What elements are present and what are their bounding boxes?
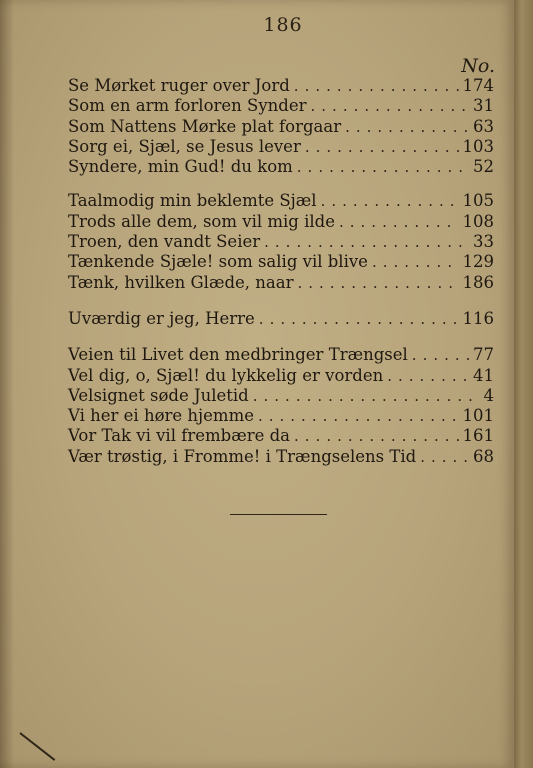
entry-title: Tænkende Sjæle! som salig vil blive bbox=[68, 252, 368, 272]
entry-title: Som Nattens Mørke plat forgaar bbox=[68, 116, 342, 136]
index-entry bbox=[68, 345, 494, 365]
entry-number: 41 bbox=[473, 365, 494, 385]
leader-dots bbox=[305, 137, 459, 157]
entry-title: Vel dig, o, Sjæl! du lykkelig er vorden bbox=[68, 365, 384, 385]
entry-title: Som en arm forloren Synder bbox=[68, 96, 307, 116]
leader-dots bbox=[420, 447, 469, 467]
index-entry bbox=[68, 386, 494, 406]
index-entry bbox=[68, 191, 494, 211]
entry-number: 161 bbox=[462, 426, 494, 446]
index-entry bbox=[68, 117, 494, 137]
entry-number: 4 bbox=[483, 385, 494, 405]
book-spine bbox=[514, 0, 533, 768]
entry-number: 68 bbox=[473, 446, 494, 466]
entry-title: Syndere, min Gud! du kom bbox=[68, 157, 293, 177]
leader-dots bbox=[259, 309, 459, 329]
leader-dots bbox=[321, 191, 459, 211]
index-entry bbox=[68, 212, 494, 232]
entry-title: Trods alle dem, som vil mig ilde bbox=[68, 211, 335, 231]
hymn-index bbox=[68, 76, 494, 467]
leader-dots bbox=[311, 96, 469, 116]
entry-title: Tænk, hvilken Glæde, naar bbox=[68, 272, 294, 292]
index-entry bbox=[68, 157, 494, 177]
index-entry bbox=[68, 273, 494, 293]
entry-title: Velsignet søde Juletid bbox=[68, 385, 249, 405]
group-spacer bbox=[68, 329, 494, 345]
index-entry bbox=[68, 137, 494, 157]
group-spacer bbox=[68, 177, 494, 191]
leader-dots bbox=[294, 76, 459, 96]
page-number: 186 bbox=[263, 14, 303, 36]
index-entry bbox=[68, 309, 494, 329]
entry-title: Vær trøstig, i Fromme! i Trængselens Tid bbox=[68, 446, 417, 466]
entry-title: Se Mørket ruger over Jord bbox=[68, 76, 290, 95]
entry-number: 77 bbox=[473, 345, 494, 365]
entry-number: 129 bbox=[462, 252, 494, 272]
leader-dots bbox=[339, 212, 459, 232]
entry-title: Uværdig er jeg, Herre bbox=[68, 308, 255, 328]
leader-dots bbox=[264, 232, 469, 252]
entry-number: 108 bbox=[462, 211, 494, 231]
entry-number: 63 bbox=[473, 116, 494, 136]
index-entry bbox=[68, 76, 494, 96]
leader-dots bbox=[297, 157, 469, 177]
leader-dots bbox=[297, 273, 458, 293]
index-entry bbox=[68, 96, 494, 116]
index-entry bbox=[68, 232, 494, 252]
entry-title: Sorg ei, Sjæl, se Jesus lever bbox=[68, 136, 301, 156]
leader-dots bbox=[345, 117, 469, 137]
leader-dots bbox=[294, 426, 458, 446]
entry-title: Troen, den vandt Seier bbox=[68, 232, 261, 252]
leader-dots bbox=[258, 406, 459, 426]
number-column-header: No. bbox=[461, 55, 495, 77]
index-entry bbox=[68, 366, 494, 386]
entry-number: 103 bbox=[462, 136, 494, 156]
entry-number: 101 bbox=[462, 406, 494, 426]
leader-dots bbox=[387, 366, 469, 386]
leader-dots bbox=[372, 252, 459, 272]
entry-number: 116 bbox=[462, 308, 494, 328]
entry-title: Vor Tak vi vil frembære da bbox=[68, 426, 291, 446]
leader-dots bbox=[253, 386, 480, 406]
entry-number: 186 bbox=[462, 272, 494, 292]
end-rule bbox=[230, 514, 327, 515]
index-entry bbox=[68, 252, 494, 272]
index-entry bbox=[68, 447, 494, 467]
entry-number: 105 bbox=[462, 191, 494, 211]
entry-title: Vi her ei høre hjemme bbox=[68, 406, 254, 426]
index-entry bbox=[68, 406, 494, 426]
leader-dots bbox=[412, 345, 469, 365]
entry-number: 52 bbox=[473, 157, 494, 177]
entry-number: 33 bbox=[473, 232, 494, 252]
page-left-edge-shadow bbox=[0, 0, 14, 768]
entry-number: 31 bbox=[473, 96, 494, 116]
group-spacer bbox=[68, 293, 494, 309]
entry-title: Taalmodig min beklemte Sjæl bbox=[68, 191, 317, 211]
entry-number: 174 bbox=[462, 76, 494, 95]
index-entry bbox=[68, 426, 494, 446]
entry-title: Veien til Livet den medbringer Trængsel bbox=[68, 345, 408, 365]
